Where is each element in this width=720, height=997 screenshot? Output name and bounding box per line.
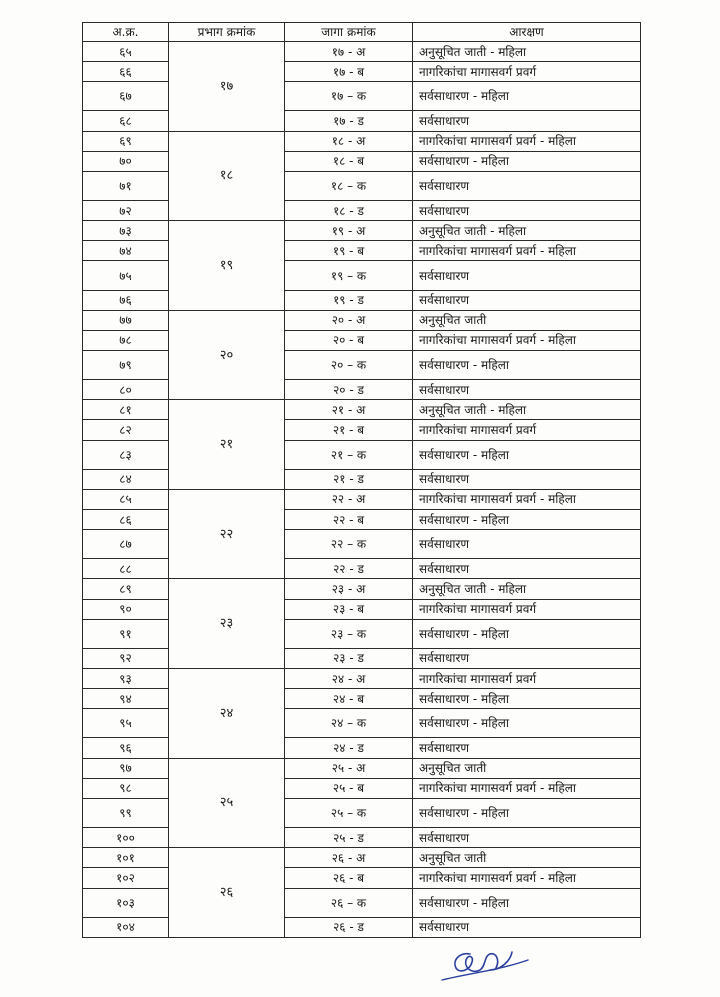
serial-cell: ६९ [83, 131, 169, 151]
ward-cell: २६ [169, 848, 285, 938]
seat-cell: २१ - ड [285, 469, 413, 489]
ward-cell: १८ [169, 131, 285, 221]
serial-cell: ९४ [83, 689, 169, 709]
table-row [83, 380, 641, 400]
ward-cell: २१ [169, 400, 285, 490]
ward-cell: २५ [169, 758, 285, 848]
seat-cell: २१ - अ [285, 400, 413, 420]
seat-cell: १७ - अ [285, 42, 413, 62]
serial-cell: ९० [83, 599, 169, 619]
table-row [83, 111, 641, 131]
seat-cell: १७ - ड [285, 111, 413, 131]
header-reservation: आरक्षण [413, 23, 641, 42]
table-row [83, 62, 641, 82]
reservation-cell: नागरिकांचा मागासवर्ग प्रवर्ग - महिला [413, 241, 641, 261]
seat-cell: १८ – क [285, 171, 413, 200]
table-row [83, 669, 641, 689]
reservation-cell: सर्वसाधारण [413, 559, 641, 579]
reservation-cell: अनुसूचित जाती [413, 310, 641, 330]
seat-cell: २५ - ब [285, 778, 413, 798]
reservation-cell: अनुसूचित जाती - महिला [413, 579, 641, 599]
table-row [83, 42, 641, 62]
reservation-cell: सर्वसाधारण [413, 290, 641, 310]
table-row [83, 888, 641, 917]
serial-cell: ८९ [83, 579, 169, 599]
seat-cell: २१ - ब [285, 420, 413, 440]
reservation-cell: सर्वसाधारण [413, 469, 641, 489]
seat-cell: २० - ब [285, 330, 413, 350]
seat-cell: १८ - ब [285, 151, 413, 171]
serial-cell: ७८ [83, 330, 169, 350]
signature [430, 940, 540, 988]
serial-cell: ७९ [83, 351, 169, 380]
seat-cell: २६ – क [285, 888, 413, 917]
serial-cell: ६६ [83, 62, 169, 82]
reservation-cell: सर्वसाधारण [413, 648, 641, 668]
table-row [83, 868, 641, 888]
ward-cell: १९ [169, 221, 285, 311]
seat-cell: २३ – क [285, 619, 413, 648]
ward-cell: २४ [169, 669, 285, 759]
reservation-cell: सर्वसाधारण [413, 201, 641, 221]
table-row [83, 798, 641, 827]
reservation-cell: सर्वसाधारण [413, 917, 641, 937]
reservation-cell: अनुसूचित जाती [413, 848, 641, 868]
reservation-cell: नागरिकांचा मागासवर्ग प्रवर्ग - महिला [413, 330, 641, 350]
table-row [83, 510, 641, 530]
serial-cell: ७६ [83, 290, 169, 310]
serial-cell: ८६ [83, 510, 169, 530]
reservation-cell: सर्वसाधारण - महिला [413, 888, 641, 917]
seat-cell: २० - ड [285, 380, 413, 400]
table-row [83, 290, 641, 310]
ward-cell: १७ [169, 42, 285, 132]
serial-cell: ९१ [83, 619, 169, 648]
table-row [83, 828, 641, 848]
table-body [83, 42, 641, 938]
header-ward: प्रभाग क्रमांक [169, 23, 285, 42]
serial-cell: ८५ [83, 489, 169, 509]
serial-cell: १०० [83, 828, 169, 848]
seat-cell: १७ – क [285, 82, 413, 111]
serial-cell: ७१ [83, 171, 169, 200]
table-row [83, 440, 641, 469]
reservation-cell: सर्वसाधारण [413, 738, 641, 758]
table-row [83, 559, 641, 579]
serial-cell: ७५ [83, 261, 169, 290]
serial-cell: ७७ [83, 310, 169, 330]
table-row [83, 917, 641, 937]
serial-cell: ८३ [83, 440, 169, 469]
seat-cell: २२ - ड [285, 559, 413, 579]
header-serial: अ.क्र. [83, 23, 169, 42]
reservation-cell: सर्वसाधारण [413, 828, 641, 848]
reservation-cell: अनुसूचित जाती - महिला [413, 221, 641, 241]
reservation-cell: नागरिकांचा मागासवर्ग प्रवर्ग [413, 420, 641, 440]
reservation-cell: सर्वसाधारण [413, 171, 641, 200]
table-row [83, 330, 641, 350]
reservation-cell: सर्वसाधारण - महिला [413, 798, 641, 827]
serial-cell: ९७ [83, 758, 169, 778]
serial-cell: ७२ [83, 201, 169, 221]
table-row [83, 758, 641, 778]
seat-cell: २२ – क [285, 530, 413, 559]
serial-cell: १०३ [83, 888, 169, 917]
reservation-cell: नागरिकांचा मागासवर्ग प्रवर्ग [413, 62, 641, 82]
seat-cell: २४ - अ [285, 669, 413, 689]
header-seat: जागा क्रमांक [285, 23, 413, 42]
table-row [83, 689, 641, 709]
reservation-cell: सर्वसाधारण - महिला [413, 709, 641, 738]
serial-cell: ८७ [83, 530, 169, 559]
table-row [83, 420, 641, 440]
table-row [83, 530, 641, 559]
serial-cell: ६७ [83, 82, 169, 111]
seat-cell: २४ – क [285, 709, 413, 738]
serial-cell: ८४ [83, 469, 169, 489]
table-row [83, 469, 641, 489]
reservation-cell: अनुसूचित जाती [413, 758, 641, 778]
seat-cell: २४ - ड [285, 738, 413, 758]
reservation-cell: अनुसूचित जाती - महिला [413, 400, 641, 420]
reservation-table [82, 22, 641, 938]
reservation-cell: सर्वसाधारण - महिला [413, 440, 641, 469]
seat-cell: १८ - ड [285, 201, 413, 221]
serial-cell: ६८ [83, 111, 169, 131]
table-row [83, 131, 641, 151]
serial-cell: ९५ [83, 709, 169, 738]
table-row [83, 778, 641, 798]
reservation-cell: सर्वसाधारण - महिला [413, 151, 641, 171]
table-row [83, 599, 641, 619]
ward-cell: २३ [169, 579, 285, 669]
seat-cell: २६ - ड [285, 917, 413, 937]
seat-cell: २० - अ [285, 310, 413, 330]
table-row [83, 171, 641, 200]
seat-cell: २५ - अ [285, 758, 413, 778]
table-row [83, 241, 641, 261]
table-row [83, 201, 641, 221]
serial-cell: ८० [83, 380, 169, 400]
reservation-cell: नागरिकांचा मागासवर्ग प्रवर्ग - महिला [413, 131, 641, 151]
seat-cell: २३ - ड [285, 648, 413, 668]
serial-cell: ८८ [83, 559, 169, 579]
table-row [83, 489, 641, 509]
seat-cell: १९ – क [285, 261, 413, 290]
header-row [83, 23, 641, 42]
reservation-cell: नागरिकांचा मागासवर्ग प्रवर्ग - महिला [413, 778, 641, 798]
seat-cell: २५ - ड [285, 828, 413, 848]
serial-cell: ९२ [83, 648, 169, 668]
table-row [83, 848, 641, 868]
seat-cell: १८ - अ [285, 131, 413, 151]
seat-cell: २३ - ब [285, 599, 413, 619]
serial-cell: १०४ [83, 917, 169, 937]
reservation-cell: सर्वसाधारण - महिला [413, 619, 641, 648]
ward-cell: २२ [169, 489, 285, 579]
seat-cell: २१ – क [285, 440, 413, 469]
table-row [83, 738, 641, 758]
seat-cell: २६ - ब [285, 868, 413, 888]
reservation-cell: सर्वसाधारण [413, 261, 641, 290]
seat-cell: २० – क [285, 351, 413, 380]
table-row [83, 400, 641, 420]
reservation-cell: अनुसूचित जाती - महिला [413, 42, 641, 62]
table-row [83, 82, 641, 111]
table-row [83, 261, 641, 290]
serial-cell: ७० [83, 151, 169, 171]
table-row [83, 648, 641, 668]
serial-cell: १०१ [83, 848, 169, 868]
reservation-cell: नागरिकांचा मागासवर्ग प्रवर्ग [413, 669, 641, 689]
serial-cell: ९९ [83, 798, 169, 827]
reservation-cell: नागरिकांचा मागासवर्ग प्रवर्ग [413, 599, 641, 619]
table-row [83, 151, 641, 171]
table-row [83, 579, 641, 599]
seat-cell: १९ - अ [285, 221, 413, 241]
reservation-cell: सर्वसाधारण - महिला [413, 689, 641, 709]
reservation-cell: सर्वसाधारण - महिला [413, 510, 641, 530]
serial-cell: ९६ [83, 738, 169, 758]
serial-cell: ७३ [83, 221, 169, 241]
seat-cell: १९ - ड [285, 290, 413, 310]
seat-cell: २३ - अ [285, 579, 413, 599]
serial-cell: ६५ [83, 42, 169, 62]
reservation-cell: नागरिकांचा मागासवर्ग प्रवर्ग - महिला [413, 868, 641, 888]
seat-cell: २५ – क [285, 798, 413, 827]
reservation-cell: नागरिकांचा मागासवर्ग प्रवर्ग - महिला [413, 489, 641, 509]
table-row [83, 310, 641, 330]
ward-cell: २० [169, 310, 285, 400]
seat-cell: १७ - ब [285, 62, 413, 82]
reservation-cell: सर्वसाधारण - महिला [413, 351, 641, 380]
serial-cell: ९३ [83, 669, 169, 689]
serial-cell: ८२ [83, 420, 169, 440]
serial-cell: १०२ [83, 868, 169, 888]
seat-cell: २६ - अ [285, 848, 413, 868]
table-row [83, 221, 641, 241]
reservation-cell: सर्वसाधारण - महिला [413, 82, 641, 111]
seat-cell: १९ - ब [285, 241, 413, 261]
reservation-cell: सर्वसाधारण [413, 530, 641, 559]
reservation-cell: सर्वसाधारण [413, 111, 641, 131]
serial-cell: ७४ [83, 241, 169, 261]
seat-cell: २४ - ब [285, 689, 413, 709]
table-row [83, 709, 641, 738]
serial-cell: ८१ [83, 400, 169, 420]
seat-cell: २२ - ब [285, 510, 413, 530]
table-row [83, 619, 641, 648]
serial-cell: ९८ [83, 778, 169, 798]
reservation-cell: सर्वसाधारण [413, 380, 641, 400]
table-row [83, 351, 641, 380]
seat-cell: २२ - अ [285, 489, 413, 509]
